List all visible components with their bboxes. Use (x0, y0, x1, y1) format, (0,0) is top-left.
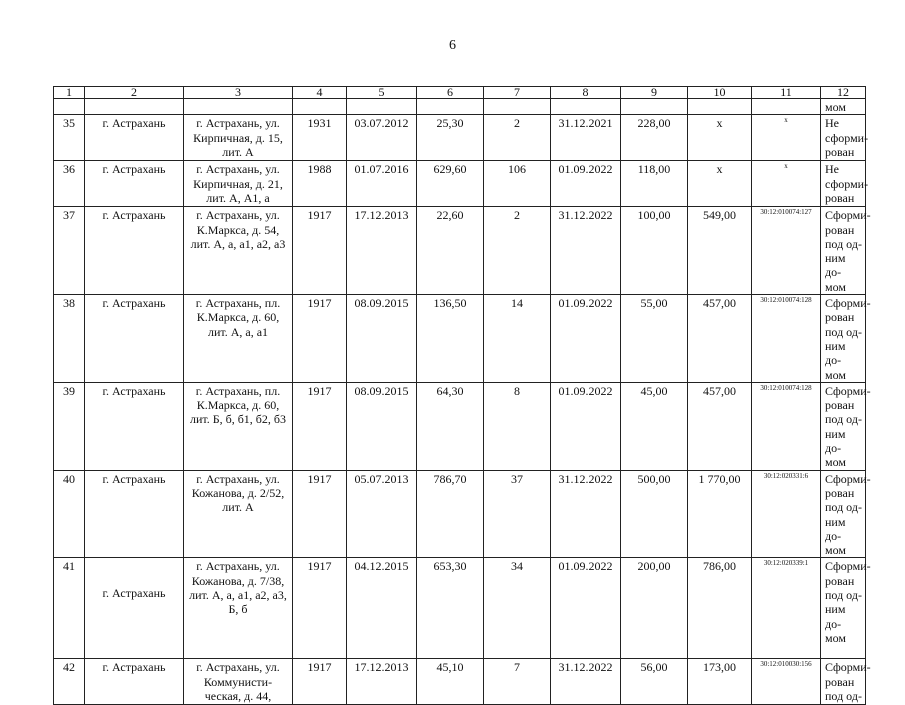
row-amount-1: 45,00 (621, 382, 688, 470)
row-area: 45,10 (417, 659, 484, 705)
row-amount-2: 173,00 (688, 659, 752, 705)
row-number: 40 (54, 470, 85, 558)
table-row (54, 470, 866, 558)
row-date-start: 01.07.2016 (347, 161, 417, 207)
row-date-end: 01.09.2022 (551, 382, 621, 470)
row-status: Не сформи- рован (821, 161, 866, 207)
row-cadastral-number: х (752, 161, 821, 207)
row-amount-2: 1 770,00 (688, 470, 752, 558)
row-status: Сформи- рован под од- ним до- мом (821, 470, 866, 558)
row-city: г. Астрахань (85, 295, 184, 383)
row-address: г. Астрахань, ул. Кирпичная, д. 15, лит. А (184, 115, 293, 161)
table-row (54, 115, 866, 161)
row-year: 1931 (293, 115, 347, 161)
row-cadastral-number: 30:12:020331:6 (752, 470, 821, 558)
row-cadastral-number: 30:12:010074:128 (752, 295, 821, 383)
row-amount-2: х (688, 115, 752, 161)
row-area: 22,60 (417, 207, 484, 295)
row-number: 41 (54, 558, 85, 659)
row-count: 2 (484, 207, 551, 295)
row-date-start: 04.12.2015 (347, 558, 417, 659)
row-area: 653,30 (417, 558, 484, 659)
table-row (54, 382, 866, 470)
table-row (54, 161, 866, 207)
row-address: г. Астрахань, ул. Коммунисти-ческая, д. 44, (184, 659, 293, 705)
row-area: 136,50 (417, 295, 484, 383)
continuation-row (54, 99, 866, 115)
row-date-end: 31.12.2022 (551, 207, 621, 295)
row-amount-1: 500,00 (621, 470, 688, 558)
row-amount-1: 228,00 (621, 115, 688, 161)
column-number: 3 (184, 87, 293, 99)
row-number: 39 (54, 382, 85, 470)
row-date-start: 08.09.2015 (347, 382, 417, 470)
row-status: Сформи- рован под од- ним до- мом (821, 558, 866, 659)
column-number: 5 (347, 87, 417, 99)
row-area: 64,30 (417, 382, 484, 470)
column-number: 11 (752, 87, 821, 99)
row-address: г. Астрахань, ул. Кирпичная, д. 21, лит. А, А1, а (184, 161, 293, 207)
row-year: 1917 (293, 207, 347, 295)
row-status: Сформи- рован под од- (821, 659, 866, 705)
column-number: 7 (484, 87, 551, 99)
row-count: 37 (484, 470, 551, 558)
row-count: 106 (484, 161, 551, 207)
column-number: 9 (621, 87, 688, 99)
row-address: г. Астрахань, пл. К.Маркса, д. 60, лит. Б, б, б1, б2, б3 (184, 382, 293, 470)
row-city: г. Астрахань (85, 558, 184, 659)
row-number: 36 (54, 161, 85, 207)
column-number: 4 (293, 87, 347, 99)
row-number: 37 (54, 207, 85, 295)
row-city: г. Астрахань (85, 470, 184, 558)
row-address: г. Астрахань, ул. К.Маркса, д. 54, лит. А, а, а1, а2, а3 (184, 207, 293, 295)
row-count: 14 (484, 295, 551, 383)
column-number: 2 (85, 87, 184, 99)
row-date-end: 31.12.2022 (551, 659, 621, 705)
row-cadastral-number: 30:12:010030:156 (752, 659, 821, 705)
row-year: 1917 (293, 295, 347, 383)
row-date-end: 31.12.2021 (551, 115, 621, 161)
row-cadastral-number: 30:12:020339:1 (752, 558, 821, 659)
registry-table (53, 85, 871, 705)
column-number: 10 (688, 87, 752, 99)
row-city: г. Астрахань (85, 207, 184, 295)
row-year: 1988 (293, 161, 347, 207)
row-date-end: 01.09.2022 (551, 295, 621, 383)
row-date-start: 05.07.2013 (347, 470, 417, 558)
column-number: 1 (54, 87, 85, 99)
row-amount-1: 118,00 (621, 161, 688, 207)
row-date-end: 31.12.2022 (551, 470, 621, 558)
row-year: 1917 (293, 558, 347, 659)
page-number: 6 (449, 38, 456, 53)
row-cadastral-number: х (752, 115, 821, 161)
row-number: 35 (54, 115, 85, 161)
row-year: 1917 (293, 382, 347, 470)
row-amount-1: 55,00 (621, 295, 688, 383)
row-status: Сформи- рован под од- ним до- мом (821, 295, 866, 383)
row-date-start: 03.07.2012 (347, 115, 417, 161)
row-city: г. Астрахань (85, 115, 184, 161)
row-date-end: 01.09.2022 (551, 161, 621, 207)
row-city: г. Астрахань (85, 382, 184, 470)
row-amount-1: 56,00 (621, 659, 688, 705)
row-year: 1917 (293, 470, 347, 558)
table-row (54, 558, 866, 659)
row-amount-2: 457,00 (688, 295, 752, 383)
column-number: 8 (551, 87, 621, 99)
row-status: Сформи- рован под од- ним до- мом (821, 382, 866, 470)
row-amount-2: х (688, 161, 752, 207)
row-date-start: 17.12.2013 (347, 207, 417, 295)
row-count: 34 (484, 558, 551, 659)
row-status: Не сформи- рован (821, 115, 866, 161)
row-area: 629,60 (417, 161, 484, 207)
row-address: г. Астрахань, пл. К.Маркса, д. 60, лит. А, а, а1 (184, 295, 293, 383)
row-count: 7 (484, 659, 551, 705)
row-city: г. Астрахань (85, 161, 184, 207)
row-date-start: 17.12.2013 (347, 659, 417, 705)
row-year: 1917 (293, 659, 347, 705)
row-date-start: 08.09.2015 (347, 295, 417, 383)
row-status: Сформи- рован под од- ним до- мом (821, 207, 866, 295)
row-cadastral-number: 30:12:010074:128 (752, 382, 821, 470)
row-count: 8 (484, 382, 551, 470)
row-date-end: 01.09.2022 (551, 558, 621, 659)
row-address: г. Астрахань, ул. Кожанова, д. 2/52, лит. А (184, 470, 293, 558)
row-amount-2: 457,00 (688, 382, 752, 470)
table-row (54, 659, 866, 705)
table-row (54, 295, 866, 383)
row-count: 2 (484, 115, 551, 161)
column-number: 6 (417, 87, 484, 99)
row-amount-1: 200,00 (621, 558, 688, 659)
row-cadastral-number: 30:12:010074:127 (752, 207, 821, 295)
row-city: г. Астрахань (85, 659, 184, 705)
table-row (54, 207, 866, 295)
row-address: г. Астрахань, ул. Кожанова, д. 7/38, лит. А, а, а1, а2, а3, Б, б (184, 558, 293, 659)
column-number-row (54, 87, 866, 99)
row-status: мом (821, 99, 866, 115)
row-number: 38 (54, 295, 85, 383)
row-amount-2: 786,00 (688, 558, 752, 659)
row-area: 25,30 (417, 115, 484, 161)
column-number: 12 (821, 87, 866, 99)
row-number: 42 (54, 659, 85, 705)
row-area: 786,70 (417, 470, 484, 558)
row-amount-2: 549,00 (688, 207, 752, 295)
row-amount-1: 100,00 (621, 207, 688, 295)
